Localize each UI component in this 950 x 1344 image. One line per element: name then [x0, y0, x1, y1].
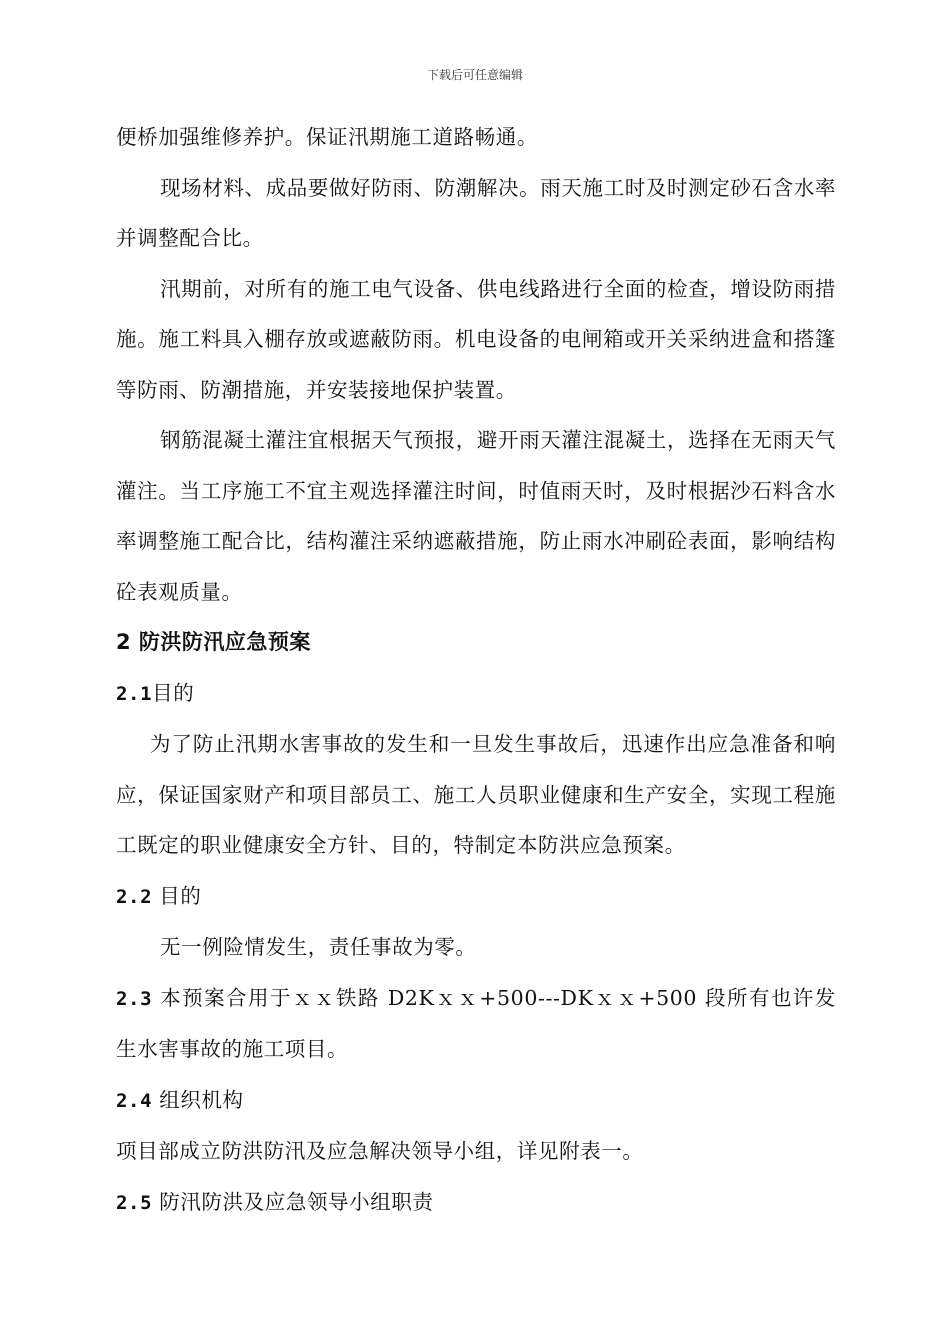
subsection-heading: [116, 668, 836, 720]
paragraph: 汛期前，对所有的施工电气设备、供电线路进行全面的检查，增设防雨措施。施工料具入棚存放或遮蔽防雨。机电设备的电闸箱或开关采纳进盒和搭篷等防雨、防潮措施，并安装接地保护装置。: [116, 276, 836, 402]
document-body: [116, 112, 836, 1228]
subsection-heading: [116, 871, 836, 923]
subsection-text: 本预案合用于ｘｘ铁路 D2Kｘｘ+500---DKｘｘ+500 段所有也许发生水害事故的施工项目。: [116, 985, 836, 1061]
paragraph: 项目部成立防洪防汛及应急解决领导小组，详见附表一。: [116, 1139, 644, 1163]
paragraph: 便桥加强维修养护。保证汛期施工道路畅通。: [116, 125, 538, 149]
subsection-number: 2.5: [116, 1191, 153, 1214]
paragraph: 现场材料、成品要做好防雨、防潮解决。雨天施工时及时测定砂石含水率并调整配合比。: [116, 175, 836, 250]
subsection-paragraph: [116, 973, 836, 1075]
subsection-title: 防汛防洪及应急领导小组职责: [152, 1189, 434, 1214]
paragraph: 无一例险情发生，责任事故为零。: [160, 935, 477, 959]
page-header: 下载后可任意编辑: [426, 68, 523, 82]
subsection-number: 2.3: [116, 987, 153, 1010]
subsection-title: 组织机构: [152, 1087, 244, 1112]
paragraph: 为了防止汛期水害事故的发生和一旦发生事故后，迅速作出应急准备和响应，保证国家财产和项目部员工、施工人员职业健康和生产安全，实现工程施工既定的职业健康安全方针、目的，特制定本防洪应急预案。: [116, 732, 836, 857]
subsection-heading: [116, 1177, 836, 1229]
subsection-heading: [116, 1075, 836, 1127]
paragraph: 钢筋混凝土灌注宜根据天气预报，避开雨天灌注混凝土，选择在无雨天气灌注。当工序施工不宜主观选择灌注时间，时值雨天时，及时根据沙石料含水率调整施工配合比，结构灌注采纳遮蔽措施，防止雨水冲刷砼表面，影响结构砼表观质量。: [116, 428, 836, 604]
subsection-number: 2.4: [116, 1089, 153, 1112]
section-heading: 2 防洪防汛应急预案: [116, 630, 311, 654]
subsection-number: 2.2: [116, 885, 153, 908]
subsection-title: 目的: [152, 883, 202, 908]
subsection-title: 目的: [152, 680, 195, 705]
subsection-number: 2.1: [116, 682, 153, 705]
